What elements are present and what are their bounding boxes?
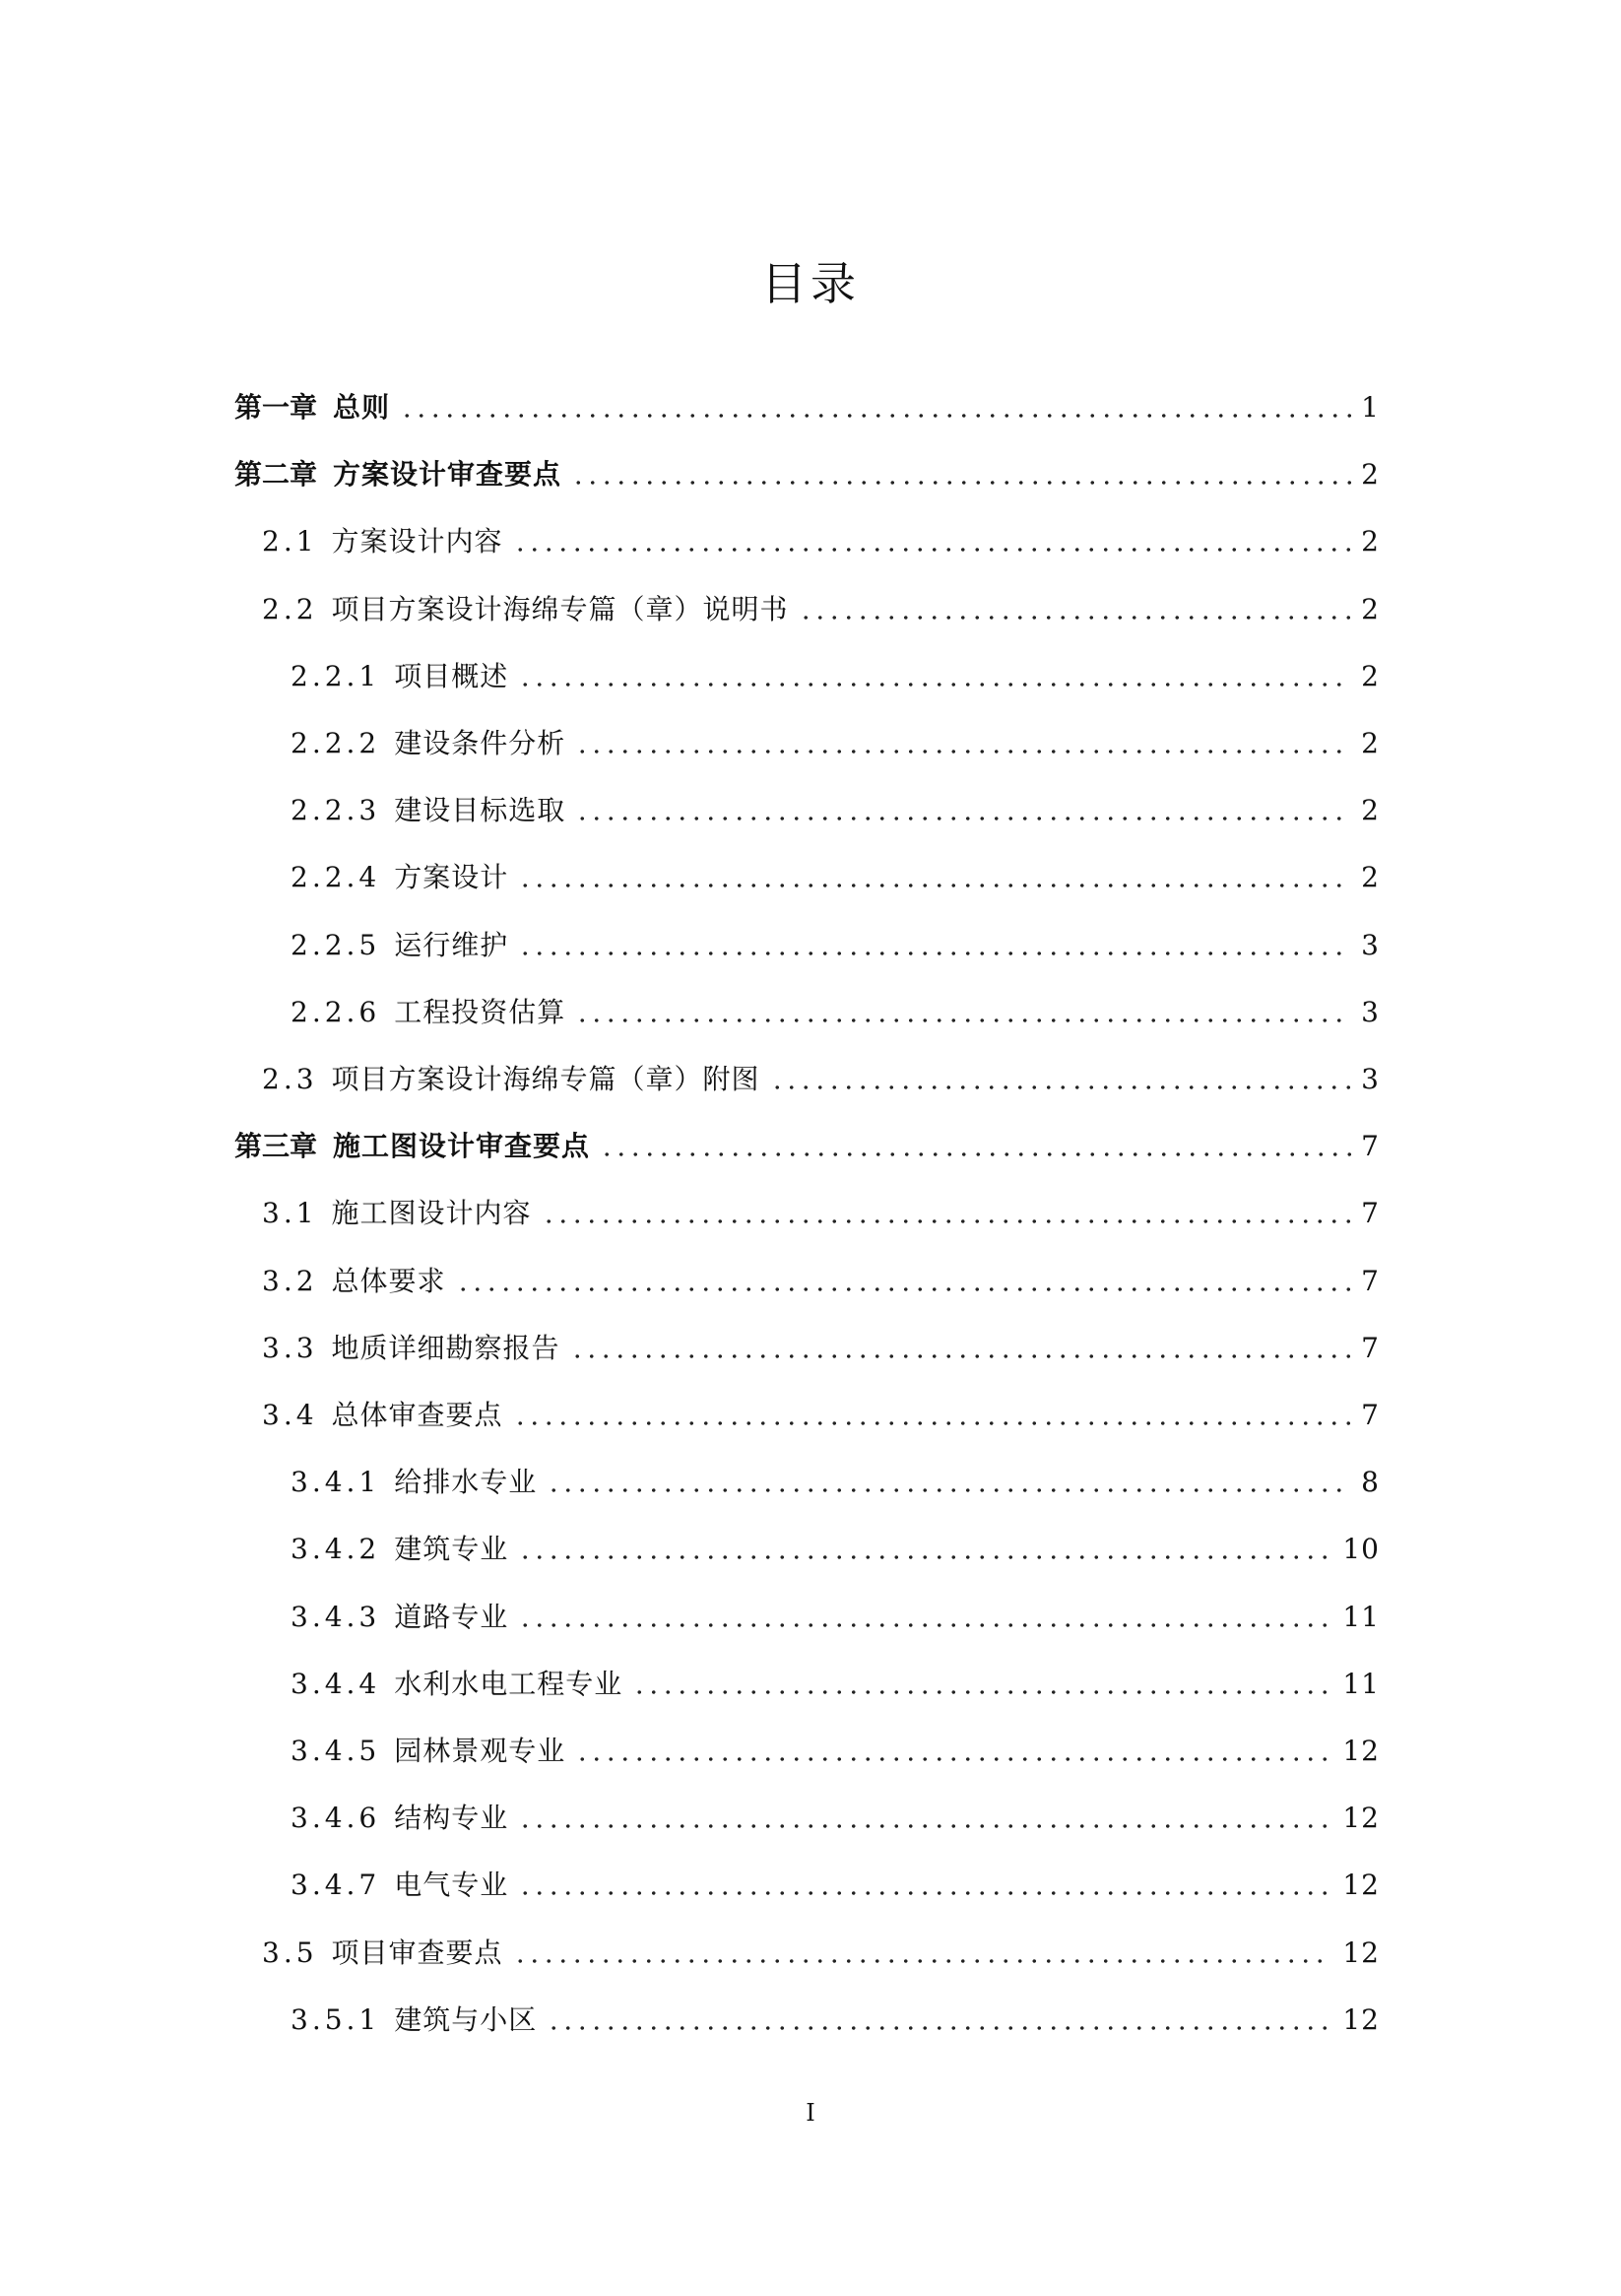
toc-dot-leader <box>518 884 1351 887</box>
toc-entry-page: 7 <box>1361 1197 1380 1230</box>
toc-entry-page: 2 <box>1361 794 1380 827</box>
toc-entry-number: 第一章 <box>234 391 318 424</box>
toc-entry-page: 10 <box>1342 1533 1380 1566</box>
toc-entry-number: 2.3 <box>262 1063 318 1095</box>
toc-entry[interactable] <box>291 856 1380 899</box>
toc-entry-page: 2 <box>1361 458 1380 492</box>
toc-entry-title: 结构专业 <box>394 1802 509 1835</box>
toc-entry-title: 总则 <box>333 391 391 424</box>
toc-entry-page: 12 <box>1342 1869 1380 1902</box>
toc-entry[interactable] <box>262 1394 1380 1437</box>
toc-dot-leader <box>456 1287 1352 1291</box>
toc-entry-number: 3.2 <box>262 1264 318 1297</box>
toc-entry-title: 项目概述 <box>394 659 509 692</box>
toc-entry-page: 8 <box>1361 1466 1380 1499</box>
toc-entry[interactable] <box>291 722 1380 765</box>
toc-entry[interactable] <box>262 588 1380 631</box>
toc-entry[interactable] <box>291 1528 1380 1571</box>
toc-entry[interactable] <box>262 1058 1380 1101</box>
toc-dot-leader <box>575 817 1351 820</box>
toc-entry[interactable] <box>291 1730 1380 1773</box>
toc-entry-title: 工程投资估算 <box>394 995 566 1028</box>
toc-dot-leader <box>518 1824 1332 1828</box>
toc-entry-page: 7 <box>1361 1130 1380 1163</box>
toc-entry-title: 方案设计内容 <box>331 525 503 558</box>
toc-dot-leader <box>518 683 1351 687</box>
toc-entry[interactable] <box>262 1327 1380 1370</box>
toc-entry-page: 12 <box>1342 2002 1380 2036</box>
toc-entry-title: 给排水专业 <box>394 1466 538 1499</box>
toc-entry-page: 12 <box>1342 1935 1380 1969</box>
toc-entry-number: 3.4.3 <box>291 1600 381 1633</box>
page-title: 目录 <box>761 257 860 310</box>
toc-entry[interactable] <box>291 1864 1380 1907</box>
toc-entry-title: 水利水电工程专业 <box>394 1667 623 1700</box>
toc-dot-leader <box>547 2026 1332 2030</box>
toc-entry-number: 3.5.1 <box>291 2002 381 2036</box>
toc-entry-number: 3.3 <box>262 1331 318 1364</box>
toc-entry-title: 园林景观专业 <box>394 1735 566 1767</box>
toc-entry-number: 3.5 <box>262 1935 318 1969</box>
toc-entry[interactable] <box>291 1999 1380 2042</box>
toc-entry-page: 3 <box>1361 1063 1380 1095</box>
toc-dot-leader <box>570 1354 1352 1358</box>
toc-entry-title: 总体要求 <box>331 1264 446 1297</box>
toc-entry-page: 7 <box>1361 1264 1380 1297</box>
toc-entry[interactable] <box>291 924 1380 967</box>
toc-entry-number: 3.4.2 <box>291 1533 381 1566</box>
toc-entry[interactable] <box>291 789 1380 832</box>
toc-entry-title: 项目审查要点 <box>331 1935 503 1969</box>
toc-entry-number: 3.4.1 <box>291 1466 381 1499</box>
toc-entry-page: 11 <box>1342 1667 1380 1700</box>
toc-entry-page: 1 <box>1361 391 1380 424</box>
toc-entry-title: 运行维护 <box>394 928 509 961</box>
toc-dot-leader <box>518 1555 1332 1559</box>
toc-dot-leader <box>513 1959 1333 1963</box>
toc-dot-leader <box>518 1891 1332 1895</box>
toc-entry-number: 2.2.5 <box>291 928 381 961</box>
toc-entry-page: 12 <box>1342 1735 1380 1767</box>
toc-entry-title: 电气专业 <box>394 1869 509 1902</box>
toc-dot-leader <box>513 1421 1352 1425</box>
toc-entry-number: 3.4 <box>262 1399 318 1431</box>
toc-entry-number: 3.4.6 <box>291 1802 381 1835</box>
toc-entry-number: 第二章 <box>234 458 318 492</box>
toc-entry-number: 3.4.5 <box>291 1735 381 1767</box>
toc-entry[interactable] <box>234 1125 1380 1168</box>
toc-entry-number: 3.4.4 <box>291 1667 381 1700</box>
toc-entry-page: 3 <box>1361 995 1380 1028</box>
toc-dot-leader <box>571 481 1351 485</box>
toc-dot-leader <box>770 1085 1352 1089</box>
toc-entry-title: 总体审查要点 <box>331 1399 503 1431</box>
toc-entry-number: 2.2 <box>262 592 318 625</box>
toc-entry-number: 2.2.6 <box>291 995 381 1028</box>
toc-dot-leader <box>575 1018 1351 1022</box>
toc-entry-number: 2.2.2 <box>291 727 381 759</box>
toc-dot-leader <box>575 1757 1332 1761</box>
toc-dot-leader <box>518 951 1351 955</box>
toc-entry-title: 建筑专业 <box>394 1533 509 1566</box>
toc-entry-title: 施工图设计内容 <box>331 1197 532 1230</box>
toc-entry-title: 地质详细勘察报告 <box>331 1331 560 1364</box>
toc-entry[interactable] <box>262 1260 1380 1303</box>
toc-entry[interactable] <box>291 1797 1380 1840</box>
toc-dot-leader <box>575 750 1351 754</box>
toc-entry-title: 项目方案设计海绵专篇（章）附图 <box>331 1063 760 1095</box>
toc-dot-leader <box>547 1488 1351 1492</box>
toc-entry-page: 3 <box>1361 928 1380 961</box>
toc-dot-leader <box>542 1219 1352 1223</box>
toc-entry-page: 2 <box>1361 592 1380 625</box>
toc-dot-leader <box>600 1152 1351 1156</box>
toc-dot-leader <box>513 548 1352 552</box>
toc-entry-page: 11 <box>1342 1600 1380 1633</box>
toc-entry-number: 2.2.1 <box>291 659 381 692</box>
toc-entry-number: 3.4.7 <box>291 1869 381 1902</box>
toc-entry-number: 2.1 <box>262 525 318 558</box>
toc-dot-leader <box>799 616 1352 620</box>
toc-entry-page: 2 <box>1361 861 1380 894</box>
toc-dot-leader <box>400 414 1351 418</box>
toc-entry-number: 2.2.4 <box>291 861 381 894</box>
toc-entry-number: 2.2.3 <box>291 794 381 827</box>
toc-dot-leader <box>518 1623 1332 1627</box>
toc-entry-title: 建设条件分析 <box>394 727 566 759</box>
toc-entry[interactable] <box>262 520 1380 563</box>
toc-entry-page: 2 <box>1361 525 1380 558</box>
toc-entry-title: 建筑与小区 <box>394 2002 538 2036</box>
toc-entry-page: 12 <box>1342 1802 1380 1835</box>
page-number: I <box>806 2099 815 2127</box>
toc-entry[interactable] <box>234 453 1380 496</box>
toc-entry-number: 3.1 <box>262 1197 318 1230</box>
toc-entry-page: 7 <box>1361 1399 1380 1431</box>
toc-entry[interactable] <box>291 1461 1380 1504</box>
toc-entry-title: 方案设计审查要点 <box>333 458 562 492</box>
toc-entry-number: 第三章 <box>234 1130 318 1163</box>
toc-entry[interactable] <box>262 1192 1380 1235</box>
toc-entry-title: 道路专业 <box>394 1600 509 1633</box>
toc-entry[interactable] <box>291 1663 1380 1706</box>
toc-entry-title: 建设目标选取 <box>394 794 566 827</box>
toc-entry-page: 7 <box>1361 1331 1380 1364</box>
toc-entry-title: 施工图设计审查要点 <box>333 1130 591 1163</box>
toc-entry-page: 2 <box>1361 727 1380 759</box>
toc-dot-leader <box>632 1690 1332 1694</box>
toc-entry-title: 方案设计 <box>394 861 509 894</box>
toc-entry-page: 2 <box>1361 659 1380 692</box>
toc-entry[interactable] <box>291 1596 1380 1639</box>
toc-entry[interactable] <box>291 655 1380 698</box>
toc-entry-title: 项目方案设计海绵专篇（章）说明书 <box>331 592 789 625</box>
toc-entry[interactable] <box>234 386 1380 429</box>
toc-entry[interactable] <box>291 991 1380 1034</box>
toc-entry[interactable] <box>262 1932 1380 1975</box>
